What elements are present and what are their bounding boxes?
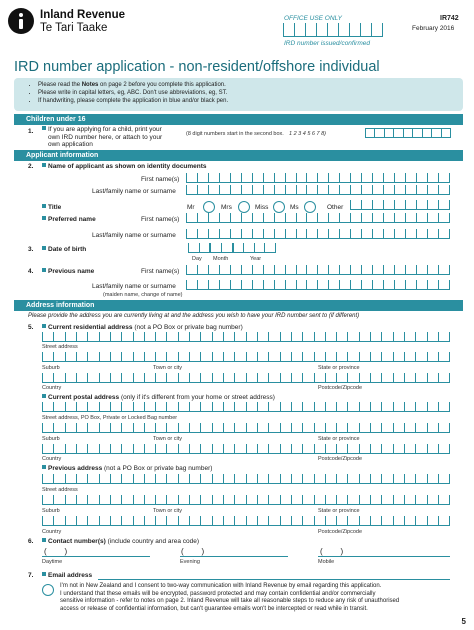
country-label: Country — [42, 456, 62, 462]
preferred-family-field[interactable] — [186, 229, 450, 239]
postal-country-field[interactable] — [42, 444, 450, 454]
email-field[interactable] — [98, 570, 450, 580]
residential-street-field[interactable] — [42, 332, 450, 342]
title-mrs-radio[interactable] — [238, 201, 250, 213]
title-ms-radio[interactable] — [304, 201, 316, 213]
title-miss-label: Miss — [255, 204, 269, 211]
section-bar-applicant: Applicant information — [14, 150, 463, 161]
bullet-icon — [42, 324, 46, 328]
evening-label: Evening — [180, 559, 200, 565]
question-number: 1. — [28, 128, 34, 135]
ird-example: 1 2 3 4 5 6 7 8) — [289, 131, 326, 137]
question-number: 4. — [28, 268, 34, 275]
postal-label: Current postal address (only if it's different from your home or street address) — [42, 394, 275, 401]
street-po-label: Street address, PO Box, Private or Locked Bag number — [42, 415, 178, 421]
bullet-icon — [42, 126, 46, 130]
previous-first-field[interactable] — [186, 265, 450, 275]
dob-day-label: Day — [192, 256, 202, 262]
street-address-label: Street address — [42, 487, 78, 493]
bullet-icon — [42, 572, 46, 576]
mobile-phone-line — [318, 547, 450, 557]
question-number: 3. — [28, 246, 34, 253]
question-number: 2. — [28, 163, 34, 170]
name-question: Name of applicant as shown on identity documents — [42, 163, 207, 170]
mobile-phone-field[interactable]: ( ) — [320, 547, 344, 556]
email-consent-checkbox[interactable] — [42, 584, 54, 596]
evening-phone-field[interactable]: ( ) — [181, 547, 205, 556]
mobile-label: Mobile — [318, 559, 335, 565]
address-intro: Please provide the address you are currently living at and the address you wish to have your IRD number sent to (if different) — [28, 313, 360, 319]
title-mrs-label: Mrs — [221, 204, 232, 211]
title-other-field[interactable] — [350, 200, 450, 210]
form-date: February 2016 — [412, 25, 455, 32]
ird-issued-label: IRD number issued/confirmed — [284, 40, 370, 47]
first-names-label: First name(s) — [141, 176, 180, 183]
town-label: Town or city — [153, 508, 183, 514]
child-ird-number-field[interactable] — [365, 128, 451, 138]
brand-name: Inland Revenue — [40, 9, 125, 21]
title-mr-radio[interactable] — [203, 201, 215, 213]
question-number: 6. — [28, 538, 34, 545]
question-number: 5. — [28, 324, 34, 331]
office-use-box — [283, 23, 383, 37]
bullet-icon — [42, 216, 46, 220]
daytime-phone-field[interactable]: ( ) — [44, 547, 68, 556]
preferred-family-label: Last/family name or surname — [92, 232, 176, 239]
page-number: 5 — [461, 617, 466, 626]
family-name-field[interactable] — [186, 185, 450, 195]
evening-phone-line — [180, 547, 288, 557]
daytime-label: Daytime — [42, 559, 63, 565]
postcode-label: Postcode/Zipcode — [318, 385, 363, 391]
previous-suburb-field[interactable] — [42, 495, 450, 505]
bullet-icon — [42, 394, 46, 398]
title-ms-label: Ms — [290, 204, 299, 211]
bullet-icon — [42, 465, 46, 469]
email-label: Email address — [42, 572, 92, 579]
title-label: Title — [42, 204, 61, 211]
previous-family-label: Last/family name or surname — [92, 283, 176, 290]
dob-label: Date of birth — [42, 246, 86, 253]
previous-street-field[interactable] — [42, 474, 450, 484]
town-label: Town or city — [153, 365, 183, 371]
residential-country-field[interactable] — [42, 373, 450, 383]
previous-family-field[interactable] — [186, 280, 450, 290]
daytime-phone-line — [42, 547, 150, 557]
suburb-label: Suburb — [42, 436, 60, 442]
postcode-label: Postcode/Zipcode — [318, 529, 363, 535]
title-miss-radio[interactable] — [273, 201, 285, 213]
postcode-label: Postcode/Zipcode — [318, 456, 363, 462]
question-number: 7. — [28, 572, 34, 579]
previous-name-label: Previous name — [42, 268, 94, 275]
first-names-field[interactable] — [186, 173, 450, 183]
notes-box — [14, 78, 463, 111]
email-consent-text: I'm not in New Zealand and I consent to two-way communication with Inland Revenue by email regarding this application. I understand that these emails will be encrypted, password protected and may contain confidential and/or commercially sensitive information - refer to notes on page 2. Inland Revenue will take all reasonable steps to reduce any risk of unauthorised access or release of confidential information, but can't guarantee emails won't be intercepted or read while in transit. — [60, 583, 400, 612]
page-title: IRD number application - non-resident/offshore individual — [14, 59, 380, 75]
section-bar-children: Children under 16 — [14, 114, 463, 125]
preferred-first-field[interactable] — [186, 213, 450, 223]
bullet-icon — [42, 246, 46, 250]
ird-hint: (8 digit numbers start in the second box. — [186, 131, 284, 137]
residential-street-field-2[interactable] — [42, 352, 450, 362]
preferred-name-label: Preferred name — [42, 216, 96, 223]
title-other-label: Other — [327, 204, 344, 211]
note-item: • Please write in capital letters, eg, ABC. Don't use abbreviations, eg, ST. — [38, 89, 463, 97]
town-label: Town or city — [153, 436, 183, 442]
children-instructions: If you are applying for a child, print your own IRD number here, or attach to your own application — [42, 126, 162, 149]
form-id: IR742 — [440, 15, 459, 22]
state-label: State or province — [318, 436, 360, 442]
country-label: Country — [42, 385, 62, 391]
dob-field[interactable] — [188, 243, 276, 253]
dob-year-label: Year — [250, 256, 262, 262]
street-address-label: Street address — [42, 344, 78, 350]
postal-suburb-field[interactable] — [42, 423, 450, 433]
title-mr-label: Mr — [187, 204, 195, 211]
office-use-label: OFFICE USE ONLY — [284, 15, 342, 22]
family-name-label: Last/family name or surname — [92, 188, 176, 195]
state-label: State or province — [318, 365, 360, 371]
bullet-icon — [42, 268, 46, 272]
contact-label: Contact number(s) (include country and area code) — [42, 538, 199, 545]
maiden-note: (maiden name, change of name) — [103, 292, 183, 298]
previous-country-field[interactable] — [42, 516, 450, 526]
bullet-icon — [42, 163, 46, 167]
bullet-icon — [42, 538, 46, 542]
brand-name-maori: Te Tari Taake — [40, 22, 108, 34]
inland-revenue-logo — [8, 8, 34, 34]
previous-first-label: First name(s) — [141, 268, 180, 275]
bullet-icon — [42, 204, 46, 208]
note-item: • If handwriting, please complete the application in blue and/or black pen. — [38, 97, 463, 105]
residential-label: Current residential address (not a PO Box or private bag number) — [42, 324, 243, 331]
country-label: Country — [42, 529, 62, 535]
section-bar-address: Address information — [14, 300, 463, 311]
suburb-label: Suburb — [42, 508, 60, 514]
postal-street-field[interactable] — [42, 402, 450, 412]
dob-month-label: Month — [213, 256, 229, 262]
preferred-first-label: First name(s) — [141, 216, 180, 223]
note-item: • Please read the Notes on page 2 before you complete this application. — [38, 81, 463, 89]
previous-address-label: Previous address (not a PO Box or private bag number) — [42, 465, 212, 472]
state-label: State or province — [318, 508, 360, 514]
suburb-label: Suburb — [42, 365, 60, 371]
